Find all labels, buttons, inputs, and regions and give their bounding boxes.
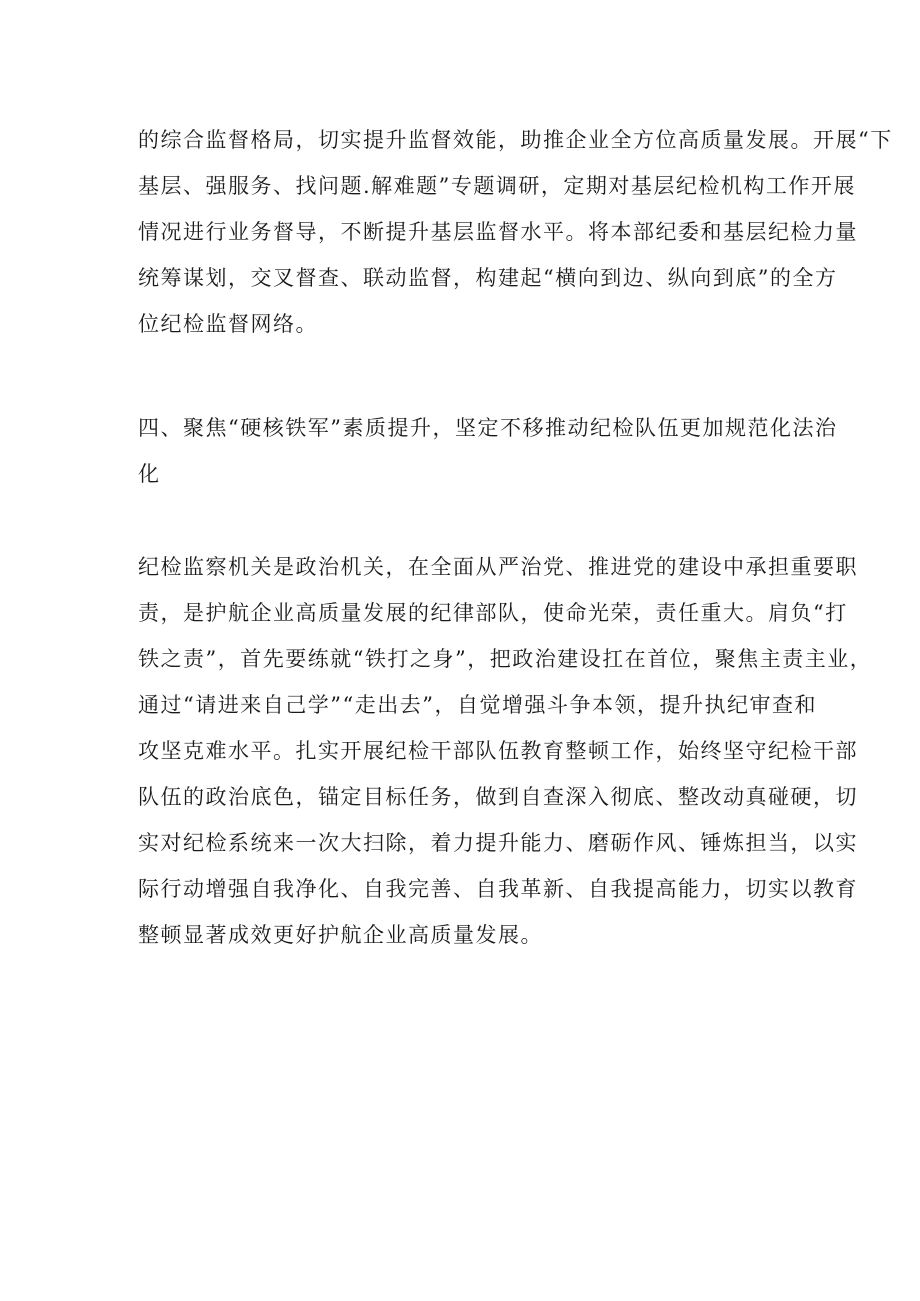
paragraph-discipline-team (138, 544, 873, 958)
text-line: 实对纪检系统来一次大扫除，着力提升能力、磨砺作风、锤炼担当，以实 (138, 831, 858, 855)
text-line: 攻坚克难水平。扎实开展纪检干部队伍教育整顿工作，始终坚守纪检干部 (138, 739, 858, 763)
text-line: 责，是护航企业高质量发展的纪律部队，使命光荣，责任重大。肩负“打 (138, 601, 848, 625)
text-line: 际行动增强自我净化、自我完善、自我革新、自我提高能力，切实以教育 (138, 877, 858, 901)
text-line: 位纪检监督网络。 (138, 312, 318, 336)
text-line: 纪检监察机关是政治机关，在全面从严治党、推进党的建设中承担重要职 (138, 555, 858, 579)
text-line: 铁之责”，首先要练就“铁打之身”，把政治建设扛在首位，聚焦主责主业， (138, 647, 873, 671)
text-line: 的综合监督格局，切实提升监督效能，助推企业全方位高质量发展。开展“下 (138, 128, 893, 152)
text-line: 通过“请进来自己学”“走出去”，自觉增强斗争本领，提升执纪审查和 (138, 693, 817, 717)
text-line: 队伍的政治底色，锚定目标任务，做到自查深入彻底、整改动真碰硬，切 (138, 785, 858, 809)
text-line: 基层、强服务、找问题.解难题”专题调研，定期对基层纪检机构工作开展 (138, 174, 856, 198)
text-line: 整顿显著成效更好护航企业高质量发展。 (138, 923, 543, 947)
paragraph-supervision-network (138, 117, 893, 347)
text-line: 情况进行业务督导，不断提升基层监督水平。将本部纪委和基层纪检力量 (138, 220, 858, 244)
heading-line: 化 (138, 462, 161, 486)
text-line: 统筹谋划，交叉督查、联动监督，构建起“横向到边、纵向到底”的全方 (138, 266, 838, 290)
heading-line: 四、聚焦“硬核铁军”素质提升，坚定不移推动纪检队伍更加规范化法治 (138, 416, 838, 440)
section-heading-4 (138, 405, 838, 497)
